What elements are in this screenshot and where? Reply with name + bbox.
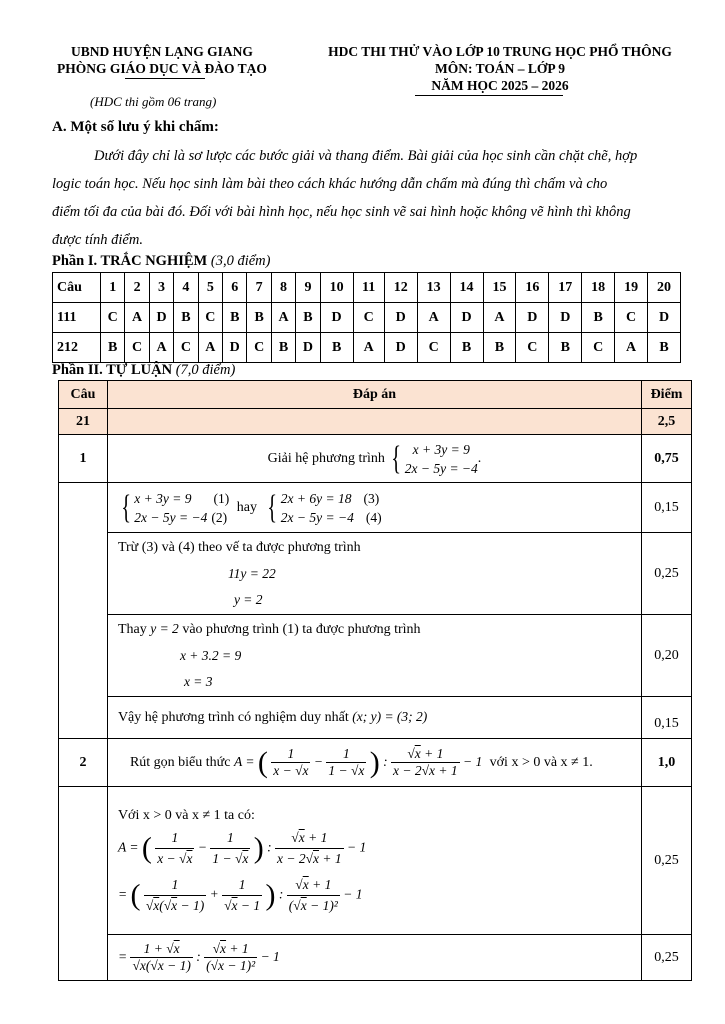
step2-line1: 11y = 22 (227, 565, 276, 581)
header-left-rule (125, 78, 205, 79)
mc-answer: A (125, 303, 149, 333)
step1-hay: hay (236, 499, 257, 515)
q1-step2-cell (107, 533, 641, 615)
brace-icon: { (391, 439, 402, 477)
mc-answer: B (320, 333, 353, 363)
mc-q: 12 (384, 273, 417, 303)
section-a-line-2: logic toán học. Nếu học sinh làm bài theo cách khác hướng dẫn chấm mà đúng thì chấm và cho (52, 176, 608, 192)
step2-text: Trừ (3) và (4) theo vế ta được phương trình (117, 539, 361, 555)
mc-answer: A (353, 333, 384, 363)
q2-step1-eq1: A = ( $\frac{1}{x - √x}$ − $\frac{1}{1 - √x}$ ) : $\frac{√x + 1}{x - 2√x + 1}$ − 1 (117, 829, 367, 866)
q2-step1-pts: 0,25 (642, 787, 692, 935)
q1-step1-pts: 0,15 (642, 483, 692, 533)
mc-q: 20 (648, 273, 681, 303)
step2-line2: y = 2 (233, 591, 263, 607)
mc-q: 1 (101, 273, 125, 303)
mc-answer: C (353, 303, 384, 333)
q1-step4-cell (107, 697, 641, 739)
q2-step2-eq: = $\frac{1 + √x}{√x(√x - 1)}$ : $\frac{√x + 1}{\text{(√x − 1)²}}$ − 1 (117, 941, 280, 973)
section-a-text (52, 142, 682, 254)
solution-table (58, 380, 692, 981)
subject: MÔN: TOÁN – LỚP 9 (434, 61, 565, 76)
brace-icon: { (121, 488, 131, 526)
mc-answer: B (296, 303, 320, 333)
mc-answer: B (549, 333, 582, 363)
mc-code: 212 (53, 333, 101, 363)
mc-q: 17 (549, 273, 582, 303)
frac: $\frac{1}{1 - √x}$ (328, 746, 365, 778)
q2-row (59, 739, 692, 787)
mc-answer: B (271, 333, 295, 363)
col-cau: Câu (59, 381, 108, 409)
q21-blank (107, 409, 641, 435)
q2-condition: với x > 0 và x ≠ 1. (489, 754, 593, 770)
mc-q: 9 (296, 273, 320, 303)
q1-sys-eq1: x + 3y = 9 (412, 441, 470, 457)
q2-step2-row (59, 935, 692, 981)
q2-steps-blank (59, 787, 108, 981)
q2-step1-intro: Với x > 0 và x ≠ 1 ta có: (117, 807, 255, 823)
q2-num: 2 (59, 739, 108, 787)
section-a-title: A. Một số lưu ý khi chấm: (52, 119, 219, 135)
q2-expression: A = ( $\frac{1}{x - √x}$ − $\frac{1}{1 - √x}$ ) : $\frac{√x + 1}{x - 2√x + 1}$ − 1 (233, 745, 486, 779)
mc-q: 4 (174, 273, 198, 303)
mc-q: 11 (353, 273, 384, 303)
mc-answer: B (101, 333, 125, 363)
step3-line1: x + 3.2 = 9 (179, 648, 242, 663)
step3-text (118, 616, 641, 643)
school-year: NĂM HỌC 2025 – 2026 (431, 78, 569, 93)
step1-eq1: x + 3y = 9 (134, 490, 192, 506)
mc-q: 3 (149, 273, 173, 303)
mc-answer: D (223, 333, 247, 363)
mc-answer: C (417, 333, 450, 363)
mc-answer: D (384, 333, 417, 363)
mc-q: 16 (516, 273, 549, 303)
mc-answer: D (450, 303, 483, 333)
q21-num: 21 (59, 409, 108, 435)
q2-pts: 1,0 (642, 739, 692, 787)
mc-answer: B (483, 333, 516, 363)
mc-q: 14 (450, 273, 483, 303)
part2-points: (7,0 điểm) (175, 362, 236, 378)
mc-answer: D (516, 303, 549, 333)
mc-q: 6 (223, 273, 247, 303)
section-a-line-4: được tính điểm. (52, 232, 143, 248)
step4-text: Vậy hệ phương trình có nghiệm duy nhất (117, 710, 349, 725)
q2-prompt-cell (107, 739, 641, 787)
section-a-line-3: điểm tối đa của bài đó. Đối với bài hình học, nếu học sinh vẽ sai hình hoặc không vẽ hình thì không (52, 204, 631, 220)
section-a-line-1: Dưới đây chỉ là sơ lược các bước giải và thang điểm. Bài giải của học sinh cần chặt chẽ, hợp (94, 148, 638, 164)
mc-answer: B (174, 303, 198, 333)
mc-q: 10 (320, 273, 353, 303)
q2-step2-pts: 0,25 (642, 935, 692, 981)
q1-step3-pts: 0,20 (642, 615, 692, 697)
q2-step1-eq2: = ( $\frac{1}{√x(√x - 1)}$ + $\frac{1}{√x - 1}$ ) : $\frac{√x + 1}{\text{(√x − 1)²}}$ − 1 (117, 876, 363, 913)
brace-icon: { (267, 488, 278, 526)
mc-answer: A (271, 303, 295, 333)
mc-answer: D (384, 303, 417, 333)
part2-title: Phần II. TỰ LUẬN (52, 362, 173, 378)
mc-answer: A (615, 333, 648, 363)
header-left (52, 43, 272, 77)
step3-eq: y = 2 (150, 621, 179, 636)
step1-eq4: 2x − 5y = −4 (280, 509, 354, 525)
mc-q: 7 (247, 273, 271, 303)
q1-prompt-cell: Giải hệ phương trình { x + 3y = 9 2x − 5y = −4 . (107, 435, 641, 483)
solution-header-row (59, 381, 692, 409)
q1-step2-pts: 0,25 (642, 533, 692, 615)
mc-answer: C (125, 333, 149, 363)
mc-answer: A (417, 303, 450, 333)
mc-answer: D (296, 333, 320, 363)
mc-code: 111 (53, 303, 101, 333)
part2-heading (52, 362, 235, 379)
q1-step1-sysB (281, 489, 382, 527)
mc-header-label: Câu (53, 273, 101, 303)
mc-answer: B (223, 303, 247, 333)
col-dapan: Đáp án (107, 381, 641, 409)
frac: $\frac{√x + 1}{x - 2√x + 1}$ (393, 746, 458, 778)
mc-answer: D (549, 303, 582, 333)
step3-text-a: Thay (117, 622, 147, 637)
q1-num: 1 (59, 435, 108, 483)
mc-answer: C (101, 303, 125, 333)
q1-prompt: Giải hệ phương trình (267, 450, 385, 466)
mc-q: 8 (271, 273, 295, 303)
mc-row-111 (53, 303, 681, 333)
mc-answer: D (320, 303, 353, 333)
mc-header-row (53, 273, 681, 303)
mc-answer: C (615, 303, 648, 333)
q1-step1-row (59, 483, 692, 533)
mc-q: 19 (615, 273, 648, 303)
mc-answer: A (483, 303, 516, 333)
q2-step2-cell (107, 935, 641, 981)
part1-heading (52, 253, 270, 270)
mc-answer: B (450, 333, 483, 363)
q1-step4-row (59, 697, 692, 739)
mc-answer: C (516, 333, 549, 363)
step3-line2: x = 3 (183, 674, 213, 689)
q1-step2-row (59, 533, 692, 615)
q1-step3-row (59, 615, 692, 697)
mc-answer: D (149, 303, 173, 333)
q1-step4-pts: 0,15 (642, 697, 692, 739)
step1-lab2: (2) (211, 509, 228, 525)
mc-q: 5 (198, 273, 222, 303)
step1-lab4: (4) (365, 509, 382, 525)
q1-step1-sysA (134, 489, 229, 527)
mc-answer: A (149, 333, 173, 363)
mc-answer: B (648, 333, 681, 363)
q1-step1-cell (107, 483, 641, 533)
mc-answer: D (648, 303, 681, 333)
pages-note: (HDC thi gồm 06 trang) (90, 94, 217, 109)
q1-pts: 0,75 (642, 435, 692, 483)
mc-answer: A (198, 333, 222, 363)
q21-pts: 2,5 (642, 409, 692, 435)
header-right (300, 43, 700, 94)
step1-lab1: (1) (213, 490, 230, 506)
q2-prompt: Rút gọn biểu thức (129, 754, 231, 770)
frac: $\frac{1}{x - √x}$ (273, 746, 309, 778)
q2-step1-row (59, 787, 692, 935)
org-name: UBND HUYỆN LẠNG GIANG (71, 44, 253, 59)
q1-row (59, 435, 692, 483)
mc-row-212 (53, 333, 681, 363)
col-diem: Điểm (642, 381, 692, 409)
q1-sys-eq2: 2x − 5y = −4 (404, 460, 478, 476)
q1-steps-blank (59, 483, 108, 739)
exam-title: HDC THI THỬ VÀO LỚP 10 TRUNG HỌC PHỔ THÔNG (328, 44, 672, 59)
q1-step3-cell (107, 615, 641, 697)
mc-answer: C (247, 333, 271, 363)
dept-name: PHÒNG GIÁO DỤC VÀ ĐÀO TẠO (57, 61, 267, 76)
mc-answer: B (582, 303, 615, 333)
q21-row (59, 409, 692, 435)
mc-q: 13 (417, 273, 450, 303)
step1-lab3: (3) (363, 490, 380, 506)
step1-eq2: 2x − 5y = −4 (134, 509, 208, 525)
mc-answer: C (582, 333, 615, 363)
header-right-rule (415, 95, 563, 96)
mc-answer: C (198, 303, 222, 333)
mc-answer: B (247, 303, 271, 333)
q1-system (405, 440, 478, 478)
step3-text-b: vào phương trình (1) ta được phương trình (182, 622, 421, 637)
step4-eq: (x; y) = (3; 2) (352, 709, 428, 724)
q2-step1-cell (107, 787, 641, 935)
part1-points: (3,0 điểm) (210, 253, 271, 269)
mc-q: 18 (582, 273, 615, 303)
mc-q: 15 (483, 273, 516, 303)
mc-answer-table (52, 272, 681, 363)
step1-eq3: 2x + 6y = 18 (280, 490, 352, 506)
mc-q: 2 (125, 273, 149, 303)
mc-answer: C (174, 333, 198, 363)
part1-title: Phần I. TRẮC NGHIỆM (52, 253, 208, 269)
